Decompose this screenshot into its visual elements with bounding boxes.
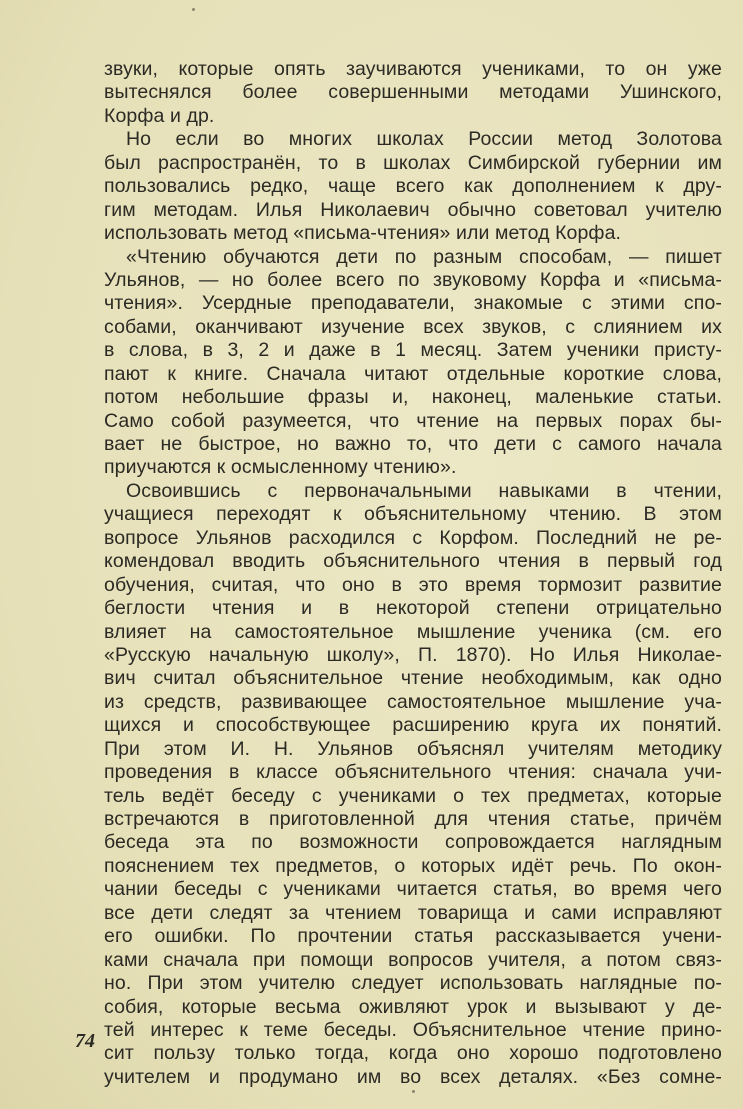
text-line: чании беседы с учениками читается статья, во время чего — [104, 878, 722, 901]
text-line: из средств, развивающее самостоятельное мышление уча- — [104, 690, 722, 713]
text-line: гим методам. Илья Николаевич обычно советовал учителю — [104, 198, 722, 221]
text-line: «Русскую начальную школу», П. 1870). Но Илья Николае- — [104, 643, 722, 666]
text-line: потом небольшие фразы и, наконец, маленькие статьи. — [104, 386, 722, 409]
text-line: его ошибки. По прочтении статья рассказывается учени- — [104, 925, 722, 948]
text-line: приучаются к осмысленному чтению». — [104, 456, 457, 479]
text-line: комендовал вводить объяснительного чтения в первый год — [104, 550, 722, 573]
paragraph — [104, 58, 722, 128]
text-line: использовать метод «письма-чтения» или метод Корфа. — [104, 222, 622, 245]
text-line: учителем и продумано им во всех деталях. «Без сомне- — [104, 1065, 722, 1088]
text-line: беглости чтения и в некоторой степени отрицательно — [104, 597, 722, 620]
text-line: Но если во многих школах России метод Золотова — [126, 128, 722, 151]
page-body-text — [104, 58, 722, 1089]
scan-speck — [192, 8, 195, 11]
text-line: вич считал объяснительное чтение необходимым, как одно — [104, 667, 722, 690]
text-line: чтения». Усердные преподаватели, знакомые с этими спо- — [104, 292, 722, 315]
text-line: ками сначала при помощи вопросов учителя, а потом связ- — [104, 948, 722, 971]
text-line: собия, которые весьма оживляют урок и вызывают у де- — [104, 995, 722, 1018]
paragraph — [104, 480, 722, 1089]
text-line: вытеснялся более совершенными методами Ушинского, — [104, 81, 722, 104]
text-line: пают к книге. Сначала читают отдельные короткие слова, — [104, 362, 722, 385]
text-line: сит пользу только тогда, когда оно хорошо подготовлено — [104, 1042, 722, 1065]
text-line: был распространён, то в школах Симбирской губернии им — [104, 151, 722, 174]
text-line: При этом И. Н. Ульянов объяснял учителям методику — [104, 737, 722, 760]
text-line: встречаются в приготовленной для чтения статье, причём — [104, 808, 722, 830]
text-line: Освоившись с первоначальными навыками в чтении, — [126, 479, 722, 502]
text-line: собами, оканчивают изучение всех звуков, с слиянием их — [104, 315, 722, 338]
text-line: «Чтению обучаются дети по разным способам, — пишет — [126, 245, 722, 268]
text-line: пользовались редко, чаще всего как дополнением к дру- — [104, 175, 722, 198]
text-line: все дети следят за чтением товарища и сами исправляют — [104, 901, 722, 924]
text-line: обучения, считая, что оно в это время тормозит развитие — [104, 573, 722, 596]
text-line: щихся и способствующее расширению круга их понятий. — [104, 714, 722, 737]
text-line: звуки, которые опять заучиваются учениками, то он уже — [104, 58, 722, 80]
text-line: Ульянов, — но более всего по звуковому Корфа и «письма- — [104, 268, 722, 291]
text-line: вает не быстрое, но важно то, что дети с самого начала — [104, 433, 722, 455]
text-line: в слова, в 3, 2 и даже в 1 месяц. Затем ученики присту- — [104, 339, 722, 362]
text-line: но. При этом учителю следует использовать наглядные по- — [104, 972, 722, 995]
paragraph — [104, 246, 722, 480]
text-line: Само собой разумеется, что чтение на первых порах бы- — [104, 409, 722, 432]
text-line: пояснением тех предметов, о которых идёт речь. По окон- — [104, 854, 722, 877]
text-line: учащиеся переходят к объяснительному чтению. В этом — [104, 503, 722, 526]
scan-speck — [412, 1090, 415, 1093]
text-line: Корфа и др. — [104, 104, 215, 127]
text-line: беседа эта по возможности сопровождается наглядным — [104, 831, 722, 854]
page-number: 74 — [75, 1030, 95, 1052]
text-line: тей интерес к теме беседы. Объяснительное чтение прино- — [104, 1018, 722, 1041]
text-line: вопросе Ульянов расходился с Корфом. Последний не ре- — [104, 526, 722, 549]
text-line: тель ведёт беседу с учениками о тех предметах, которые — [104, 784, 722, 807]
text-line: проведения в классе объяснительного чтения: сначала учи- — [104, 761, 722, 784]
paragraph — [104, 128, 722, 245]
text-line: влияет на самостоятельное мышление ученика (см. его — [104, 620, 722, 643]
